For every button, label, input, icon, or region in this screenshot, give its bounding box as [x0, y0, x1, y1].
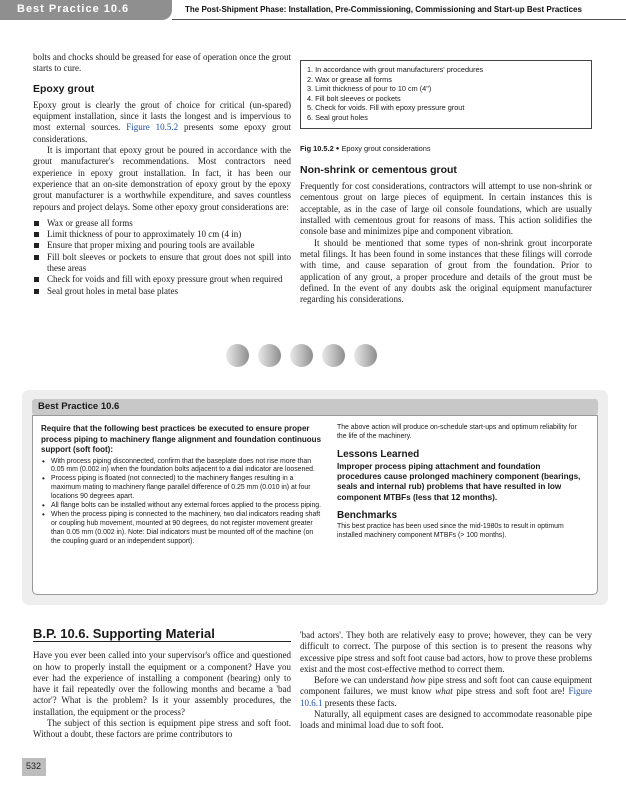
best-practice-outcome: The above action will produce on-schedule start-ups and optimum reliability for the life of the machinery. — [337, 424, 577, 440]
section-paragraph-2: The subject of this section is equipment pipe stress and soft foot. Without a doubt, these factors are prime contributors to — [33, 718, 291, 740]
list-item: Ensure that proper mixing and pouring tools are available — [33, 240, 291, 251]
best-practice-title: Best Practice 10.6 — [32, 399, 598, 415]
best-practice-right — [337, 424, 585, 541]
figure-item: 1. In accordance with grout manufacturers' procedures — [307, 65, 484, 74]
figure-item: 6. Seal grout holes — [307, 112, 368, 122]
list-item: • When the process piping is connected to the machinery, two dial indicators reading shaft or coupling hub movement, mounted at 90 degrees, do not register movement greater than 0.05 mm (0.002 in). Note: Dial indicators must be mounted off of the machine (on the coupling guard or an independent support). — [41, 511, 324, 547]
list-item: Check for voids and fill with epoxy pressure grout when required — [33, 274, 291, 285]
section-right-paragraph-3: Naturally, all equipment cases are designed to accommodate reasonable pipe loads and minimal load due to soft foot. — [300, 709, 592, 731]
epoxy-paragraph-1: Epoxy grout is clearly the grout of choice for critical (un-spared) equipment installation, since it lasts the longest and is impervious to most external sources. Figure 10.5.2 presents some epoxy grout considerations. — [33, 99, 292, 144]
list-item: Wax or grease all forms — [33, 218, 291, 229]
dot-icon — [354, 344, 377, 367]
figure-caption: Fig 10.5.2 ● Epoxy grout considerations — [300, 143, 431, 153]
non-shrink-heading: Non-shrink or cementous grout — [300, 163, 457, 176]
epoxy-bullet-list — [33, 218, 291, 297]
section-right-column — [300, 630, 592, 732]
dot-icon — [322, 344, 345, 367]
left-paragraph-0: bolts and chocks should be greased for ease of operation once the grout starts to cure. — [33, 52, 291, 74]
header-tab — [0, 0, 172, 20]
figure-item: 4. Fill bolt sleeves or pockets — [307, 93, 401, 103]
dot-icon — [290, 344, 313, 367]
decorative-dots — [226, 344, 377, 367]
best-practice-panel — [22, 390, 608, 605]
section-right-paragraph-1: 'bad actors'. They both are relatively easy to prove; however, they can be very difficult to correct. The purpose of this section is to present the reasons why excessive pipe stress and soft foot cause bad actors, how to prove these problems exist and the most cost-effective method to correct them. — [300, 630, 592, 674]
non-shrink-paragraph-2: It should be mentioned that some types of non-shrink grout incorporate metal filings. It has been found in some instances that these filings will corrode with time, and cause separation of grout from the foundation. Prior to application of any grout, a proper procedure and details of the grout must be defined. In the event of any doubts ask the original equipment manufacturer regarding his considerations. — [300, 237, 592, 305]
header-tab-label: Best Practice 10.6 — [17, 3, 130, 15]
figure-item: 5. Check for voids. Fill with epoxy pressure grout — [307, 103, 465, 113]
best-practice-left — [41, 424, 324, 547]
dot-icon — [226, 344, 249, 367]
best-practice-intro: Require that the following best practices be executed to ensure proper process piping to machinery flange alignment and foundation continuous support (soft foot): — [41, 424, 322, 454]
epoxy-grout-heading: Epoxy grout — [33, 82, 95, 95]
left-column — [33, 52, 291, 297]
lessons-learned-heading: Lessons Learned — [337, 448, 420, 460]
list-item: • Process piping is floated (not connected) to the machinery flanges resulting in a maximum mating to machinery flange parallel difference of 0.25 mm (0.010 in) at four locations 90 degrees apart. — [41, 475, 324, 502]
section-right-paragraph-2: Before we can understand how pipe stress and soft foot can cause equipment component failures, we must know what pipe stress and soft foot are! Figure 10.6.1 presents these facts. — [300, 675, 592, 708]
benchmarks-text: This best practice has been used since the mid-1980s to result in optimum installed machinery component MTBFs (> 100 months). — [337, 523, 564, 539]
header-rule — [172, 19, 626, 20]
non-shrink-paragraph-1: Frequently for cost considerations, contractors will attempt to use non-shrink or cementous grout on large pieces of equipment. In certain instances this is acceptable, as in the case of large oil console foundations, which are usually installed with cementous grout for reasons of mass. This action solidifies the console base and minimizes pipe and component vibration. — [300, 181, 592, 237]
figure-10-5-2-box — [300, 60, 592, 129]
page-number: 532 — [26, 761, 42, 771]
figure-10-5-2-link[interactable]: Figure 10.5.2 — [126, 122, 179, 133]
running-header: The Post-Shipment Phase: Installation, Pre-Commissioning, Commissioning and Start-up Best Practices — [185, 5, 582, 14]
figure-10-6-1-link[interactable]: Figure 10.6.1 — [300, 686, 592, 708]
right-column — [300, 60, 592, 305]
list-item: Limit thickness of pour to approximately 10 cm (4 in) — [33, 229, 291, 240]
list-item: • All flange bolts can be installed without any external forces applied to the process piping. — [41, 502, 324, 511]
benchmarks-heading: Benchmarks — [337, 510, 398, 521]
list-item: Seal grout holes in metal base plates — [33, 286, 291, 297]
best-practice-list — [41, 458, 324, 547]
section-left-column — [33, 628, 291, 741]
section-paragraph-1: Have you ever been called into your supervisor's office and questioned on how to properly install the equipment or a component? Have you ever had the experience of installing a component (bearing) only to have it fail repeatedly over the following months and became a 'bad actor'? What is the problem? Is it your assembly procedures, the installation, the equipment or the process? — [33, 650, 291, 717]
section-heading: B.P. 10.6. Supporting Material — [33, 628, 291, 642]
list-item: Fill bolt sleeves or pockets to ensure that grout does not spill into these areas — [33, 252, 291, 275]
epoxy-paragraph-2: It is important that epoxy grout be poured in accordance with the grout manufacturer's recommendations. Most contractors need experience in epoxy grout installation. In fact, it has been our experience that an on-site demonstration of epoxy grout by the epoxy grout manufacturer is a worthwhile expenditure, and saves countless repours and project delays. Some other epoxy grout considerations are: — [33, 145, 291, 212]
figure-item: 2. Wax or grease all forms — [307, 74, 392, 84]
list-item: • With process piping disconnected, confirm that the baseplate does not rise more than 0.05 mm (0.002 in) when the foundation bolts adjacent to a dial indicator are loosened. — [41, 458, 324, 476]
lessons-learned-text: Improper process piping attachment and foundation procedures cause prolonged machinery component (bearings, seals and internal rub) problems that have resulted in low component MTBFs (less that 12 months). — [337, 461, 581, 502]
dot-icon — [258, 344, 281, 367]
best-practice-body — [32, 415, 598, 595]
figure-item: 3. Limit thickness of pour to 10 cm (4") — [307, 84, 432, 94]
